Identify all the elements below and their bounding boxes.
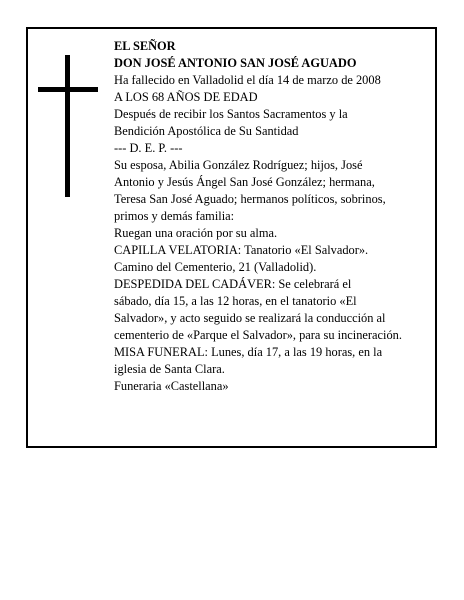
notice-title-line1: EL SEÑOR [114,39,176,53]
cross-horizontal-bar [38,87,98,92]
notice-line: Teresa San José Aguado; hermanos políticos, sobrinos, [114,192,386,206]
notice-line: DESPEDIDA DEL CADÁVER: Se celebrará el [114,277,352,291]
notice-line: Antonio y Jesús Ángel San José González; hermana, [114,175,375,189]
cross-vertical-bar [65,55,70,197]
notice-line: --- D. E. P. --- [114,141,183,155]
notice-line: A LOS 68 AÑOS DE EDAD [114,90,258,104]
cross-icon [38,55,98,197]
notice-line: iglesia de Santa Clara. [114,362,225,376]
obituary-text [114,38,432,395]
notice-line: Salvador», y acto seguido se realizará la conducción al [114,311,386,325]
notice-line: sábado, día 15, a las 12 horas, en el tanatorio «El [114,294,357,308]
notice-line: Funeraria «Castellana» [114,379,229,393]
notice-line: Su esposa, Abilia González Rodríguez; hijos, José [114,158,363,172]
notice-title-line2: DON JOSÉ ANTONIO SAN JOSÉ AGUADO [114,56,357,70]
notice-line: primos y demás familia: [114,209,235,223]
notice-line: Ruegan una oración por su alma. [114,226,278,240]
notice-line: Bendición Apostólica de Su Santidad [114,124,299,138]
notice-line: Camino del Cementerio, 21 (Valladolid). [114,260,317,274]
notice-line: MISA FUNERAL: Lunes, día 17, a las 19 horas, en la [114,345,383,359]
notice-line: Ha fallecido en Valladolid el día 14 de marzo de 2008 [114,73,381,87]
notice-line: CAPILLA VELATORIA: Tanatorio «El Salvador». [114,243,369,257]
notice-line: Después de recibir los Santos Sacramentos y la [114,107,348,121]
notice-line: cementerio de «Parque el Salvador», para su incineración. [114,328,402,342]
